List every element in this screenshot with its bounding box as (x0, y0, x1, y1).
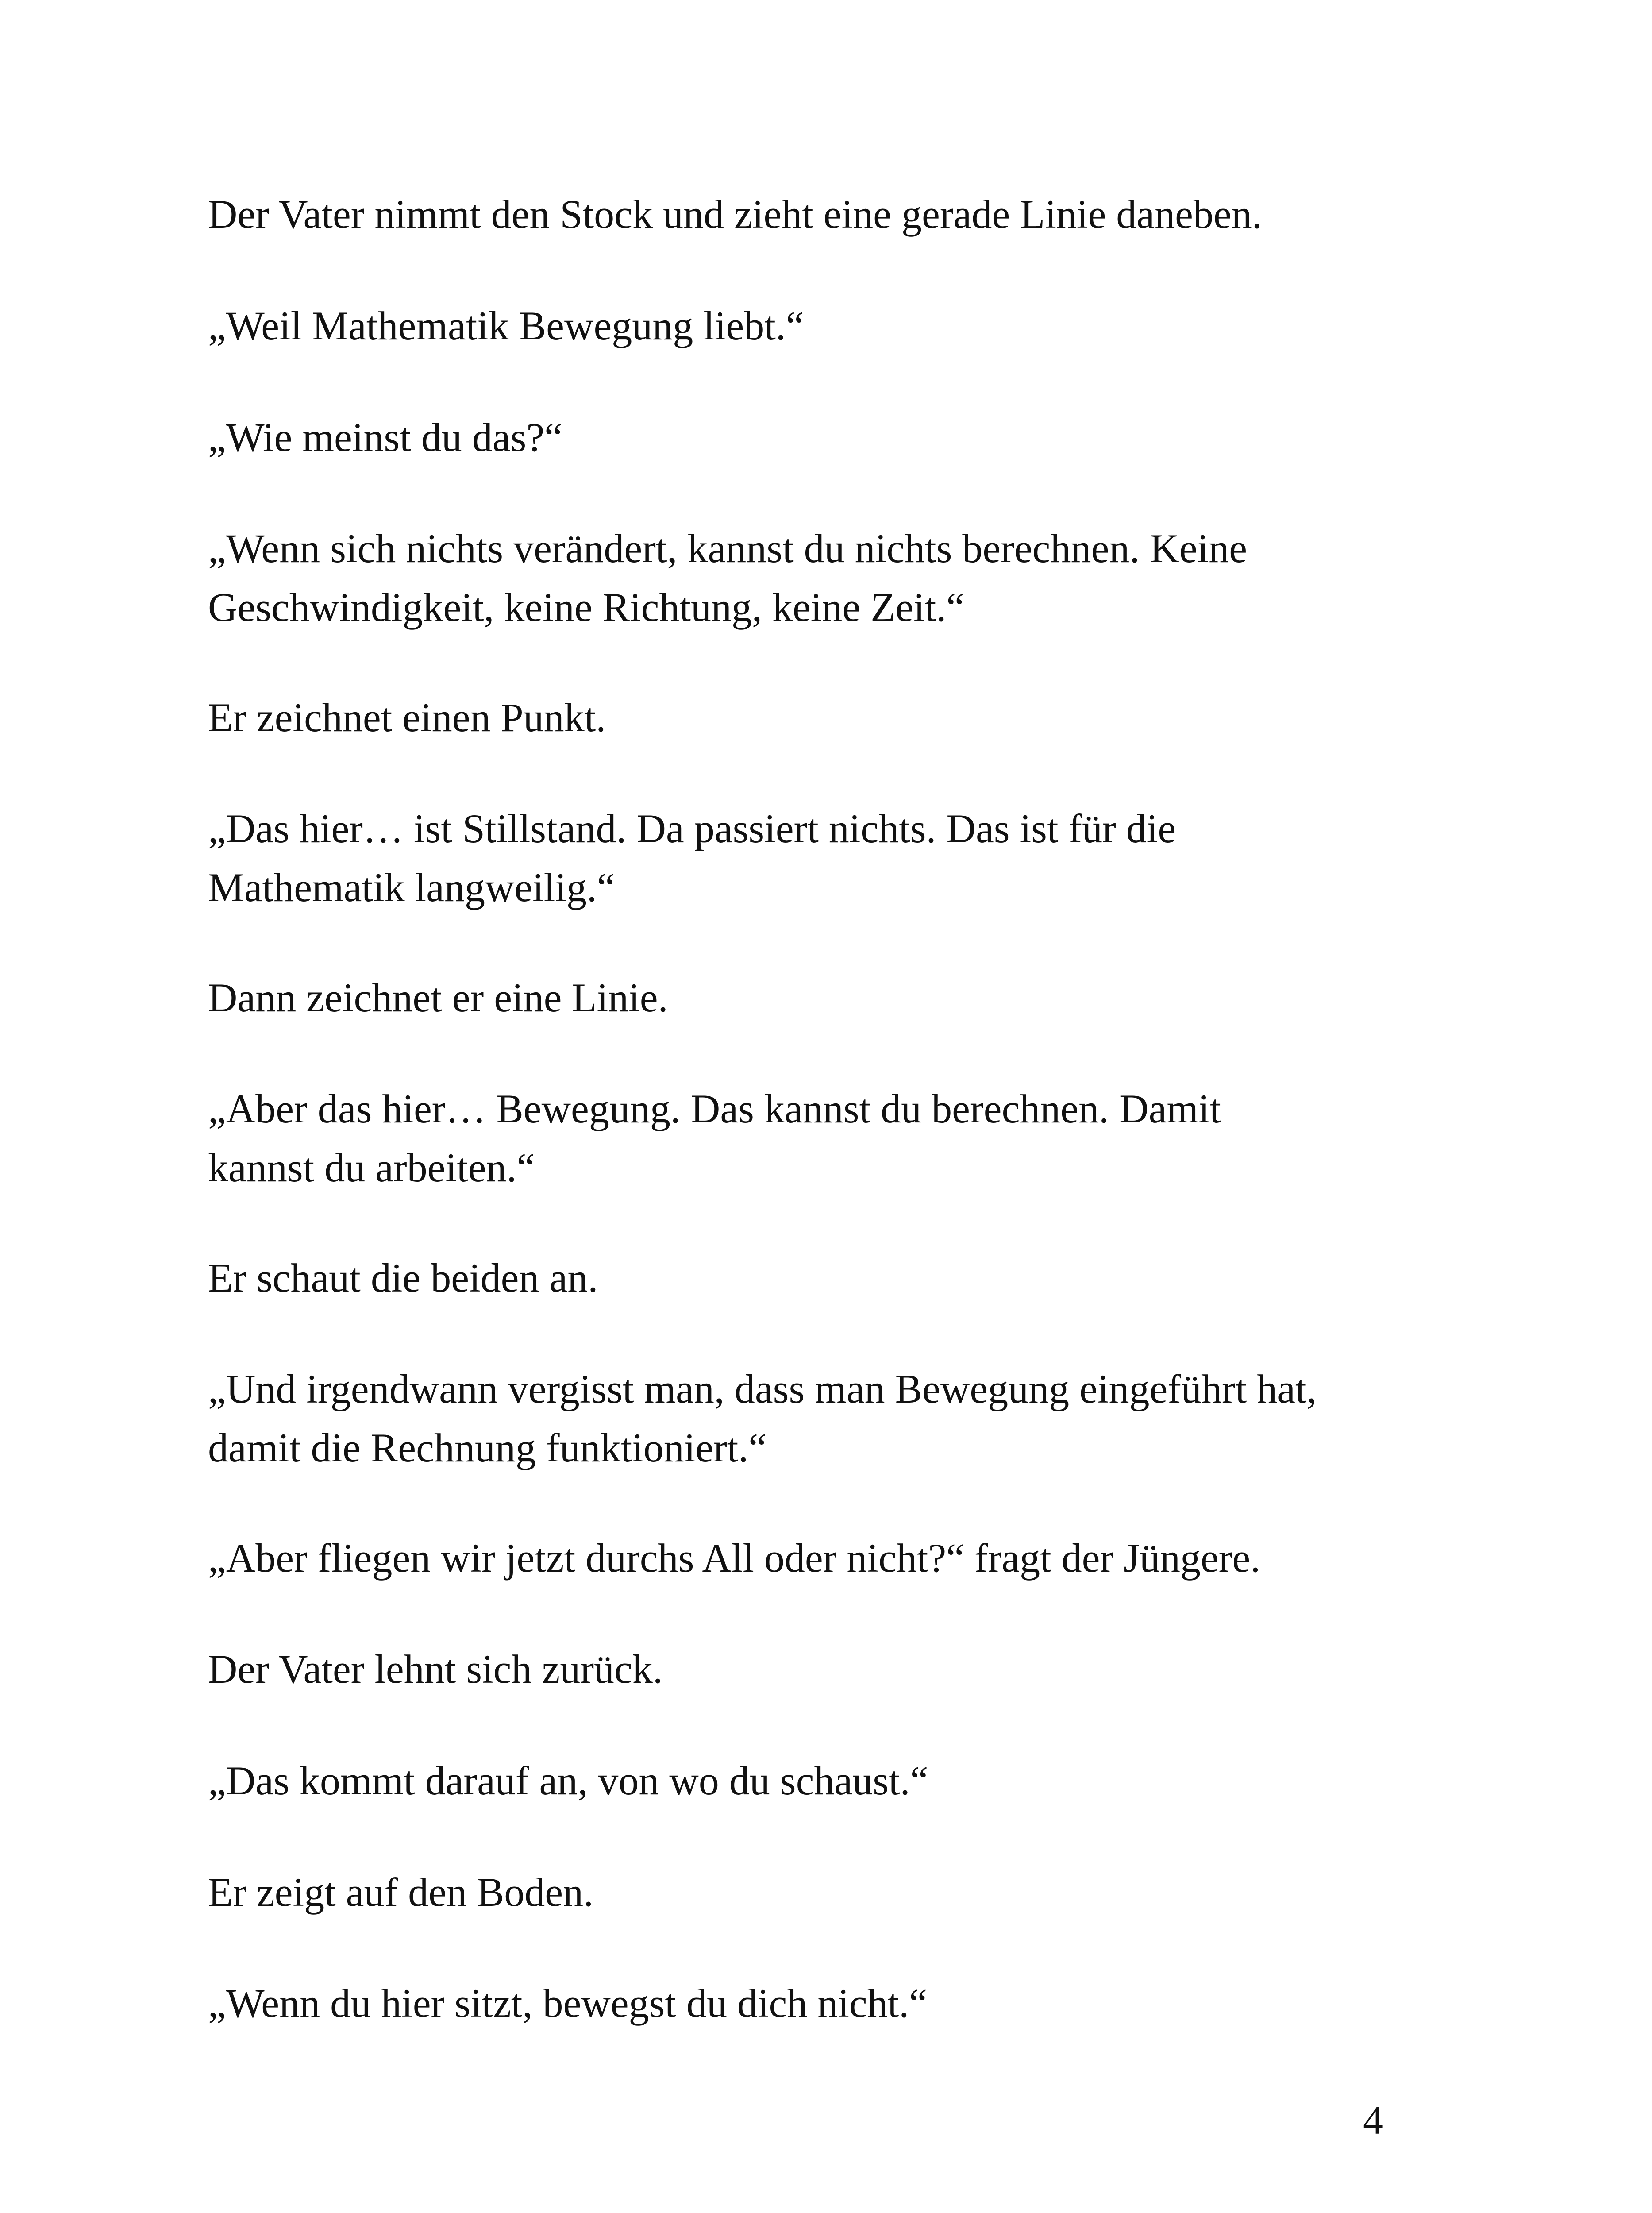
page-number: 4 (1363, 2097, 1383, 2143)
paragraph-11-text: „Aber fliegen wir jetzt durchs All oder nicht?“ fragt der Jüngere. (208, 1535, 1261, 1581)
paragraph-14-text: Er zeigt auf den Boden. (208, 1870, 594, 1915)
paragraph-7-text: Dann zeichnet er eine Linie. (208, 975, 668, 1020)
paragraph-14 (208, 1863, 1429, 1922)
paragraph-11 (208, 1529, 1429, 1588)
paragraph-10-line-1: „Und irgendwann vergisst man, dass man Bewegung eingeführt hat, (208, 1366, 1317, 1411)
paragraph-10-line-2: damit die Rechnung funktioniert.“ (208, 1425, 767, 1470)
paragraph-8 (208, 1080, 1429, 1197)
paragraph-9-text: Er schaut die beiden an. (208, 1255, 598, 1300)
paragraph-12-text: Der Vater lehnt sich zurück. (208, 1646, 663, 1692)
paragraph-3 (208, 408, 1429, 467)
paragraph-6-line-2: Mathematik langweilig.“ (208, 865, 615, 910)
paragraph-2 (208, 297, 1429, 355)
paragraph-4 (208, 519, 1429, 637)
paragraph-2-text: „Weil Mathematik Bewegung liebt.“ (208, 303, 804, 348)
paragraph-10 (208, 1360, 1429, 1477)
paragraph-13-text: „Das kommt darauf an, von wo du schaust.“ (208, 1758, 928, 1803)
paragraph-8-line-1: „Aber das hier… Bewegung. Das kannst du berechnen. Damit (208, 1086, 1221, 1131)
paragraph-5-text: Er zeichnet einen Punkt. (208, 695, 606, 740)
paragraph-13 (208, 1751, 1429, 1810)
paragraph-6 (208, 799, 1429, 917)
paragraph-15 (208, 1974, 1429, 2033)
paragraph-1 (208, 185, 1429, 244)
paragraph-15-text: „Wenn du hier sitzt, bewegst du dich nicht.“ (208, 1981, 928, 2026)
paragraph-7 (208, 968, 1429, 1027)
paragraph-6-line-1: „Das hier… ist Stillstand. Da passiert nichts. Das ist für die (208, 806, 1176, 851)
paragraph-5 (208, 688, 1429, 747)
paragraph-1-text: Der Vater nimmt den Stock und zieht eine gerade Linie daneben. (208, 192, 1262, 237)
paragraph-8-line-2: kannst du arbeiten.“ (208, 1145, 535, 1190)
paragraph-12 (208, 1640, 1429, 1699)
paragraph-9 (208, 1249, 1429, 1307)
paragraph-4-line-1: „Wenn sich nichts verändert, kannst du nichts berechnen. Keine (208, 526, 1248, 571)
paragraph-4-line-2: Geschwindigkeit, keine Richtung, keine Zeit.“ (208, 585, 965, 630)
paragraph-3-text: „Wie meinst du das?“ (208, 415, 563, 460)
